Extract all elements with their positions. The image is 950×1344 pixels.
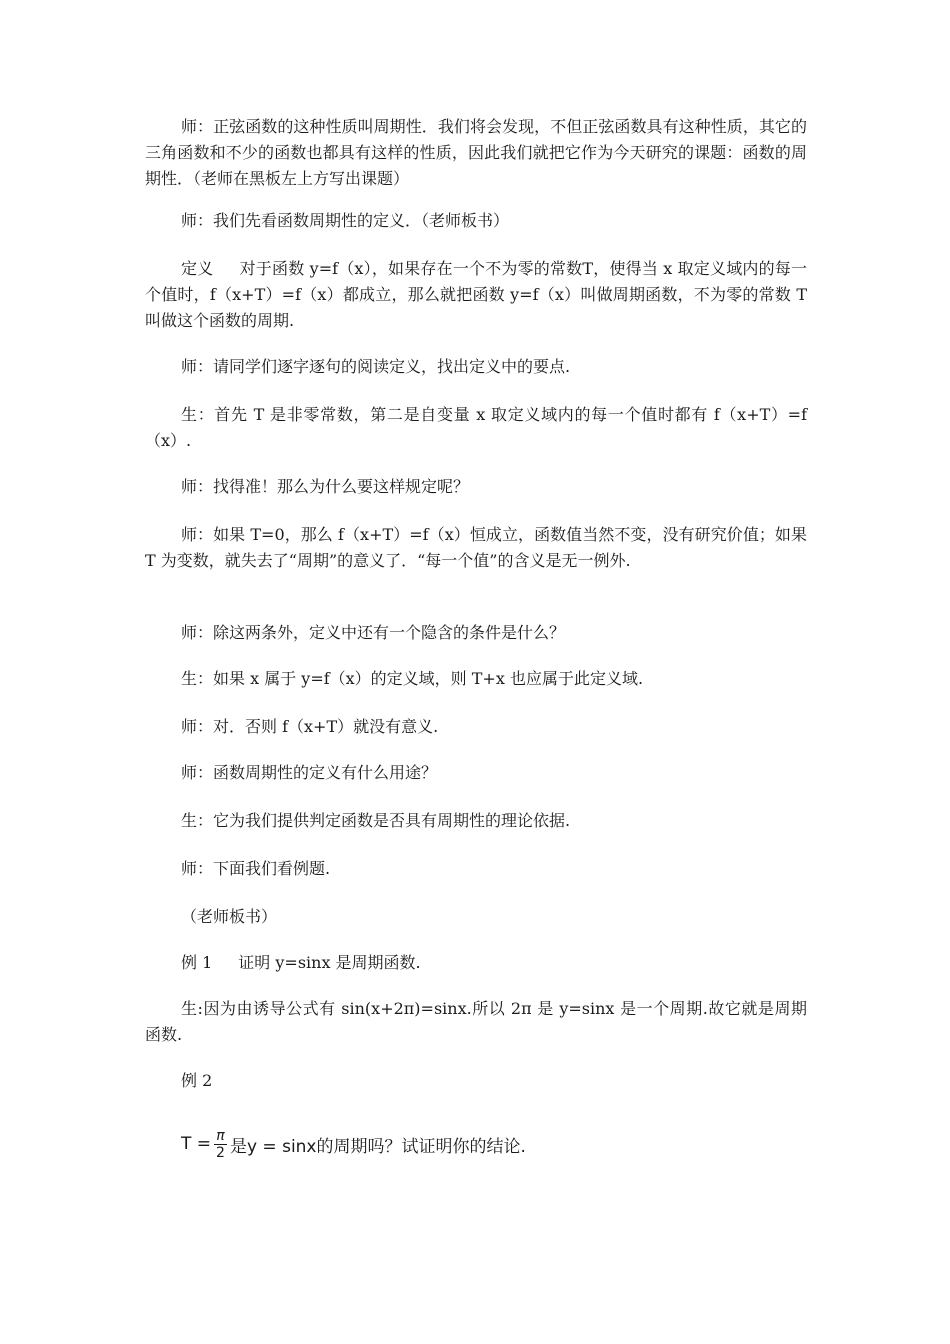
paragraph-example1-solution: 生:因为由诱导公式有 sin(x+2π)=sinx.所以 2π 是 y=sinx 是一个周期.故它就是周期函数. bbox=[145, 999, 807, 1044]
paragraph-explanation: 师：如果 T=0，那么 f（x+T）=f（x）恒成立，函数值当然不变，没有研究价值；如果 T 为变数，就失去了“周期”的意义了．“每一个值”的含义是无一例外. bbox=[145, 525, 807, 570]
fraction-denominator: 2 bbox=[216, 1144, 225, 1161]
paragraph-example2-label: 例 2 bbox=[181, 1071, 213, 1090]
paragraph-usage-answer: 生：它为我们提供判定函数是否具有周期性的理论依据. bbox=[181, 811, 571, 830]
paragraph-examples-intro: 师：下面我们看例题. bbox=[181, 859, 331, 878]
formula-lhs: T = bbox=[181, 1134, 212, 1154]
pi-over-two-fraction bbox=[214, 1128, 227, 1161]
paragraph-periodicity-intro: 师：正弦函数的这种性质叫周期性．我们将会发现，不但正弦函数具有这种性质，其它的三角函数和不少的函数也都具有这样的性质，因此我们就把它作为今天研究的课题：函数的周期性．（老师在黑板左上方写出课题） bbox=[145, 117, 807, 188]
paragraph-hidden-condition: 师：除这两条外，定义中还有一个隐含的条件是什么？ bbox=[181, 623, 566, 642]
paragraph-key-points: 生：首先 T 是非零常数，第二是自变量 x 取定义域内的每一个值时都有 f（x+T）=f（x）. bbox=[145, 405, 807, 450]
paragraph-definition bbox=[145, 256, 807, 334]
definition-label: 定义 bbox=[181, 259, 214, 278]
paragraph-definition-lead: 师：我们先看函数周期性的定义．（老师板书） bbox=[181, 211, 510, 230]
paragraph-board-note: （老师板书） bbox=[181, 907, 278, 926]
paragraph-usage-question: 师：函数周期性的定义有什么用途？ bbox=[181, 763, 438, 782]
paragraph-domain-condition: 生：如果 x 属于 y=f（x）的定义域，则 T+x 也应属于此定义域. bbox=[181, 669, 644, 688]
paragraph-example1 bbox=[145, 950, 807, 976]
definition-text: 对于函数 y=f（x），如果存在一个不为零的常数T，使得当 x 取定义域内的每一个值时，f（x+T）=f（x）都成立，那么就把函数 y=f（x）叫做周期函数，不为零的常数 T 叫做这个函数的周期. bbox=[145, 259, 807, 330]
paragraph-read-definition: 师：请同学们逐字逐句的阅读定义，找出定义中的要点. bbox=[181, 357, 571, 376]
example1-label: 例 1 bbox=[181, 953, 213, 972]
formula-question: 是y = sinx的周期吗？试证明你的结论. bbox=[229, 1136, 526, 1157]
fraction-numerator: π bbox=[216, 1127, 225, 1144]
example1-text: 证明 y=sinx 是周期函数. bbox=[238, 953, 421, 972]
paragraph-otherwise: 师：对．否则 f（x+T）就没有意义. bbox=[181, 717, 439, 736]
paragraph-why-question: 师：找得准！那么为什么要这样规定呢？ bbox=[181, 477, 470, 496]
example2-formula bbox=[181, 1118, 526, 1170]
